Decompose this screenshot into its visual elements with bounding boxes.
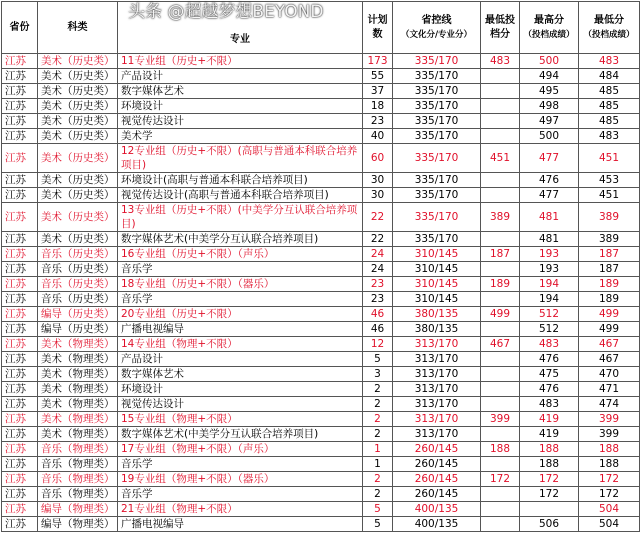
cell-min-admit: 467 — [481, 337, 520, 352]
cell-plan: 3 — [363, 367, 393, 382]
cell-province: 江苏 — [2, 144, 38, 173]
cell-plan: 2 — [363, 472, 393, 487]
cell-min-score: 188 — [579, 457, 640, 472]
cell-plan: 23 — [363, 292, 393, 307]
cell-min-admit — [481, 173, 520, 188]
cell-min-admit: 389 — [481, 203, 520, 232]
cell-max-score: 481 — [520, 232, 579, 247]
cell-category: 美术（物理类） — [38, 367, 118, 382]
cell-max-score: 477 — [520, 188, 579, 203]
cell-control-line: 260/145 — [393, 457, 481, 472]
cell-max-score: 497 — [520, 114, 579, 129]
cell-province: 江苏 — [2, 322, 38, 337]
cell-plan: 23 — [363, 277, 393, 292]
cell-plan: 18 — [363, 99, 393, 114]
table-row — [2, 412, 640, 427]
cell-major: 19专业组（物理+不限）（器乐） — [118, 472, 363, 487]
cell-province: 江苏 — [2, 442, 38, 457]
cell-category: 美术（历史类） — [38, 99, 118, 114]
cell-max-score: 193 — [520, 247, 579, 262]
cell-control-line: 310/145 — [393, 247, 481, 262]
table-row — [2, 69, 640, 84]
cell-province: 江苏 — [2, 487, 38, 502]
table-row — [2, 247, 640, 262]
cell-max-score: 500 — [520, 54, 579, 69]
cell-plan: 173 — [363, 54, 393, 69]
cell-control-line: 313/170 — [393, 412, 481, 427]
cell-plan: 46 — [363, 322, 393, 337]
cell-min-score: 485 — [579, 114, 640, 129]
cell-min-score: 189 — [579, 277, 640, 292]
cell-min-score: 499 — [579, 307, 640, 322]
cell-plan: 2 — [363, 487, 393, 502]
cell-category: 美术（历史类） — [38, 84, 118, 99]
cell-province: 江苏 — [2, 247, 38, 262]
cell-control-line: 313/170 — [393, 427, 481, 442]
cell-category: 美术（物理类） — [38, 337, 118, 352]
cell-min-admit — [481, 322, 520, 337]
header-max-sub: （投档成绩） — [523, 29, 575, 40]
cell-major: 11专业组（历史+不限） — [118, 54, 363, 69]
cell-category: 美术（物理类） — [38, 427, 118, 442]
cell-major: 12专业组（历史+不限）(高职与普通本科联合培养项目) — [118, 144, 363, 173]
table-row — [2, 262, 640, 277]
cell-min-admit — [481, 129, 520, 144]
cell-max-score: 500 — [520, 129, 579, 144]
cell-max-score: 494 — [520, 69, 579, 84]
cell-min-score: 187 — [579, 262, 640, 277]
cell-province: 江苏 — [2, 277, 38, 292]
cell-max-score: 419 — [520, 412, 579, 427]
cell-major: 环境设计(高职与普通本科联合培养项目) — [118, 173, 363, 188]
cell-category: 编导（物理类） — [38, 517, 118, 532]
cell-max-score: 498 — [520, 99, 579, 114]
cell-province: 江苏 — [2, 114, 38, 129]
cell-control-line: 400/135 — [393, 502, 481, 517]
cell-province: 江苏 — [2, 84, 38, 99]
cell-max-score: 193 — [520, 262, 579, 277]
header-province: 省份 — [2, 2, 38, 54]
cell-province: 江苏 — [2, 397, 38, 412]
cell-control-line: 313/170 — [393, 397, 481, 412]
cell-min-admit — [481, 397, 520, 412]
cell-province: 江苏 — [2, 412, 38, 427]
table-row — [2, 487, 640, 502]
cell-major: 数字媒体艺术 — [118, 84, 363, 99]
cell-min-score: 474 — [579, 397, 640, 412]
cell-control-line: 335/170 — [393, 114, 481, 129]
cell-max-score: 172 — [520, 487, 579, 502]
cell-major: 15专业组（物理+不限） — [118, 412, 363, 427]
cell-category: 美术（历史类） — [38, 203, 118, 232]
watermark: 头条 @超越梦想BEYOND — [128, 2, 324, 22]
cell-min-score: 467 — [579, 337, 640, 352]
cell-min-score: 499 — [579, 322, 640, 337]
cell-min-admit: 483 — [481, 54, 520, 69]
cell-plan: 5 — [363, 517, 393, 532]
cell-min-score: 451 — [579, 144, 640, 173]
cell-min-admit — [481, 99, 520, 114]
table-row — [2, 114, 640, 129]
cell-plan: 2 — [363, 382, 393, 397]
cell-control-line: 313/170 — [393, 352, 481, 367]
cell-max-score: 188 — [520, 442, 579, 457]
cell-plan: 30 — [363, 173, 393, 188]
cell-min-admit — [481, 517, 520, 532]
cell-plan: 2 — [363, 397, 393, 412]
cell-plan: 5 — [363, 502, 393, 517]
cell-category: 编导（历史类） — [38, 322, 118, 337]
table-row — [2, 99, 640, 114]
header-max-title: 最高分 — [534, 14, 564, 26]
cell-province: 江苏 — [2, 232, 38, 247]
cell-min-admit: 188 — [481, 442, 520, 457]
cell-plan: 40 — [363, 129, 393, 144]
cell-min-score: 467 — [579, 352, 640, 367]
cell-major: 产品设计 — [118, 352, 363, 367]
cell-category: 音乐（物理类） — [38, 442, 118, 457]
cell-province: 江苏 — [2, 262, 38, 277]
cell-control-line: 335/170 — [393, 99, 481, 114]
cell-plan: 1 — [363, 442, 393, 457]
cell-major: 18专业组（历史+不限）（器乐） — [118, 277, 363, 292]
cell-plan: 2 — [363, 412, 393, 427]
cell-province: 江苏 — [2, 502, 38, 517]
header-min-admit: 最低投档分 — [481, 2, 520, 54]
cell-plan: 60 — [363, 144, 393, 173]
cell-major: 音乐学 — [118, 292, 363, 307]
cell-control-line: 260/145 — [393, 487, 481, 502]
cell-plan: 12 — [363, 337, 393, 352]
cell-category: 美术（历史类） — [38, 69, 118, 84]
table-row — [2, 517, 640, 532]
table-row — [2, 84, 640, 99]
cell-province: 江苏 — [2, 99, 38, 114]
cell-plan: 24 — [363, 262, 393, 277]
cell-min-admit: 499 — [481, 307, 520, 322]
table-row — [2, 203, 640, 232]
header-min-title: 最低分 — [594, 14, 624, 26]
cell-max-score: 188 — [520, 457, 579, 472]
cell-major: 音乐学 — [118, 262, 363, 277]
cell-plan: 55 — [363, 69, 393, 84]
cell-control-line: 310/145 — [393, 292, 481, 307]
table-row — [2, 367, 640, 382]
cell-category: 美术（历史类） — [38, 129, 118, 144]
cell-min-admit — [481, 69, 520, 84]
cell-major: 音乐学 — [118, 457, 363, 472]
table-row — [2, 337, 640, 352]
cell-control-line: 400/135 — [393, 517, 481, 532]
cell-province: 江苏 — [2, 69, 38, 84]
cell-category: 美术（历史类） — [38, 232, 118, 247]
cell-major: 广播电视编导 — [118, 322, 363, 337]
cell-min-admit — [481, 487, 520, 502]
cell-max-score: 476 — [520, 173, 579, 188]
cell-min-admit — [481, 84, 520, 99]
cell-control-line: 335/170 — [393, 84, 481, 99]
table-row — [2, 352, 640, 367]
cell-min-score: 470 — [579, 367, 640, 382]
cell-control-line: 260/145 — [393, 442, 481, 457]
cell-min-admit — [481, 262, 520, 277]
cell-plan: 23 — [363, 114, 393, 129]
cell-province: 江苏 — [2, 307, 38, 322]
cell-control-line: 310/145 — [393, 262, 481, 277]
cell-control-line: 335/170 — [393, 203, 481, 232]
cell-category: 美术（物理类） — [38, 412, 118, 427]
cell-category: 美术（历史类） — [38, 173, 118, 188]
header-control-title: 省控线 — [421, 14, 452, 26]
cell-max-score: 477 — [520, 144, 579, 173]
cell-province: 江苏 — [2, 427, 38, 442]
table-row — [2, 322, 640, 337]
cell-control-line: 335/170 — [393, 232, 481, 247]
cell-plan: 22 — [363, 203, 393, 232]
cell-min-admit: 399 — [481, 412, 520, 427]
cell-province: 江苏 — [2, 129, 38, 144]
cell-major: 数字媒体艺术(中美学分互认联合培养项目) — [118, 427, 363, 442]
cell-category: 编导（物理类） — [38, 502, 118, 517]
cell-category: 音乐（历史类） — [38, 277, 118, 292]
cell-category: 音乐（历史类） — [38, 262, 118, 277]
cell-province: 江苏 — [2, 472, 38, 487]
header-control-sub: （文化分/专业分） — [400, 29, 473, 40]
cell-min-score: 189 — [579, 292, 640, 307]
cell-min-admit — [481, 232, 520, 247]
cell-province: 江苏 — [2, 517, 38, 532]
cell-province: 江苏 — [2, 292, 38, 307]
table-row — [2, 472, 640, 487]
cell-category: 美术（历史类） — [38, 188, 118, 203]
cell-category: 美术（物理类） — [38, 397, 118, 412]
header-min — [579, 2, 640, 54]
cell-min-score: 453 — [579, 173, 640, 188]
cell-plan: 24 — [363, 247, 393, 262]
cell-plan: 22 — [363, 232, 393, 247]
cell-min-admit — [481, 457, 520, 472]
cell-major: 视觉传达设计 — [118, 397, 363, 412]
cell-category: 音乐（历史类） — [38, 292, 118, 307]
cell-control-line: 310/145 — [393, 277, 481, 292]
cell-control-line: 260/145 — [393, 472, 481, 487]
table-row — [2, 129, 640, 144]
cell-max-score: 194 — [520, 277, 579, 292]
cell-min-score: 389 — [579, 232, 640, 247]
cell-min-score: 483 — [579, 129, 640, 144]
cell-max-score: 512 — [520, 307, 579, 322]
cell-min-admit — [481, 367, 520, 382]
cell-major: 视觉传达设计 — [118, 114, 363, 129]
cell-max-score: 495 — [520, 84, 579, 99]
cell-province: 江苏 — [2, 382, 38, 397]
table-row — [2, 397, 640, 412]
cell-min-score: 504 — [579, 517, 640, 532]
cell-major: 环境设计 — [118, 99, 363, 114]
cell-min-admit — [481, 292, 520, 307]
cell-min-score: 483 — [579, 54, 640, 69]
cell-category: 编导（历史类） — [38, 307, 118, 322]
cell-province: 江苏 — [2, 173, 38, 188]
cell-min-admit: 187 — [481, 247, 520, 262]
cell-min-admit: 189 — [481, 277, 520, 292]
cell-plan: 30 — [363, 188, 393, 203]
cell-major: 音乐学 — [118, 487, 363, 502]
cell-min-admit — [481, 352, 520, 367]
cell-province: 江苏 — [2, 54, 38, 69]
cell-max-score: 172 — [520, 472, 579, 487]
table-row — [2, 307, 640, 322]
cell-plan: 1 — [363, 457, 393, 472]
cell-major: 数字媒体艺术(中美学分互认联合培养项目) — [118, 232, 363, 247]
cell-province: 江苏 — [2, 337, 38, 352]
cell-category: 音乐（历史类） — [38, 247, 118, 262]
cell-min-score: 485 — [579, 99, 640, 114]
cell-max-score: 476 — [520, 352, 579, 367]
cell-max-score: 481 — [520, 203, 579, 232]
cell-major: 21专业组（物理+不限） — [118, 502, 363, 517]
header-control-line — [393, 2, 481, 54]
cell-max-score: 483 — [520, 337, 579, 352]
cell-min-admit: 451 — [481, 144, 520, 173]
cell-min-score: 471 — [579, 382, 640, 397]
cell-major: 美术学 — [118, 129, 363, 144]
cell-max-score: 419 — [520, 427, 579, 442]
cell-min-score: 389 — [579, 203, 640, 232]
table-row — [2, 144, 640, 173]
header-min-sub: （投档成绩） — [583, 29, 635, 40]
cell-control-line: 335/170 — [393, 69, 481, 84]
cell-min-admit — [481, 188, 520, 203]
cell-min-score: 172 — [579, 472, 640, 487]
table-row — [2, 173, 640, 188]
cell-category: 音乐（物理类） — [38, 472, 118, 487]
table-row — [2, 502, 640, 517]
cell-major: 13专业组（历史+不限）(中美学分互认联合培养项目) — [118, 203, 363, 232]
table-row — [2, 442, 640, 457]
cell-max-score: 506 — [520, 517, 579, 532]
cell-min-admit: 172 — [481, 472, 520, 487]
cell-category: 美术（历史类） — [38, 144, 118, 173]
cell-min-score: 187 — [579, 247, 640, 262]
cell-min-score: 399 — [579, 427, 640, 442]
cell-category: 美术（物理类） — [38, 352, 118, 367]
table-row — [2, 277, 640, 292]
cell-min-score: 504 — [579, 502, 640, 517]
cell-category: 美术（历史类） — [38, 54, 118, 69]
table-row — [2, 427, 640, 442]
cell-min-score: 188 — [579, 442, 640, 457]
cell-major: 广播电视编导 — [118, 517, 363, 532]
cell-province: 江苏 — [2, 367, 38, 382]
cell-province: 江苏 — [2, 352, 38, 367]
cell-plan: 46 — [363, 307, 393, 322]
cell-major: 产品设计 — [118, 69, 363, 84]
cell-min-score: 484 — [579, 69, 640, 84]
cell-plan: 2 — [363, 427, 393, 442]
cell-major: 17专业组（物理+不限）（声乐） — [118, 442, 363, 457]
table-row — [2, 232, 640, 247]
cell-min-admit — [481, 427, 520, 442]
cell-category: 美术（物理类） — [38, 382, 118, 397]
cell-province: 江苏 — [2, 457, 38, 472]
header-major: 专业 — [118, 2, 363, 54]
cell-max-score: 512 — [520, 322, 579, 337]
cell-control-line: 335/170 — [393, 129, 481, 144]
cell-major: 14专业组（物理+不限） — [118, 337, 363, 352]
cell-control-line: 335/170 — [393, 144, 481, 173]
table-row — [2, 54, 640, 69]
cell-category: 美术（历史类） — [38, 114, 118, 129]
cell-max-score — [520, 502, 579, 517]
cell-control-line: 380/135 — [393, 322, 481, 337]
cell-min-score: 451 — [579, 188, 640, 203]
cell-control-line: 313/170 — [393, 367, 481, 382]
cell-min-admit — [481, 382, 520, 397]
table-row — [2, 457, 640, 472]
cell-max-score: 476 — [520, 382, 579, 397]
cell-control-line: 335/170 — [393, 54, 481, 69]
cell-max-score: 194 — [520, 292, 579, 307]
cell-control-line: 380/135 — [393, 307, 481, 322]
cell-category: 音乐（物理类） — [38, 487, 118, 502]
cell-major: 数字媒体艺术 — [118, 367, 363, 382]
cell-major: 视觉传达设计(高职与普通本科联合培养项目) — [118, 188, 363, 203]
table-row — [2, 292, 640, 307]
cell-control-line: 313/170 — [393, 337, 481, 352]
table-row — [2, 382, 640, 397]
cell-min-admit — [481, 502, 520, 517]
cell-control-line: 335/170 — [393, 188, 481, 203]
cell-min-score: 485 — [579, 84, 640, 99]
cell-min-admit — [481, 114, 520, 129]
cell-min-score: 172 — [579, 487, 640, 502]
cell-plan: 5 — [363, 352, 393, 367]
cell-major: 16专业组（历史+不限）（声乐） — [118, 247, 363, 262]
cell-plan: 37 — [363, 84, 393, 99]
admission-scores-table — [1, 1, 640, 532]
cell-category: 音乐（物理类） — [38, 457, 118, 472]
cell-major: 环境设计 — [118, 382, 363, 397]
cell-max-score: 475 — [520, 367, 579, 382]
header-max — [520, 2, 579, 54]
header-plan: 计划数 — [363, 2, 393, 54]
cell-control-line: 335/170 — [393, 173, 481, 188]
table-row — [2, 188, 640, 203]
cell-province: 江苏 — [2, 203, 38, 232]
cell-control-line: 313/170 — [393, 382, 481, 397]
cell-max-score: 483 — [520, 397, 579, 412]
header-category: 科类 — [38, 2, 118, 54]
cell-province: 江苏 — [2, 188, 38, 203]
cell-min-score: 399 — [579, 412, 640, 427]
cell-major: 20专业组（历史+不限） — [118, 307, 363, 322]
